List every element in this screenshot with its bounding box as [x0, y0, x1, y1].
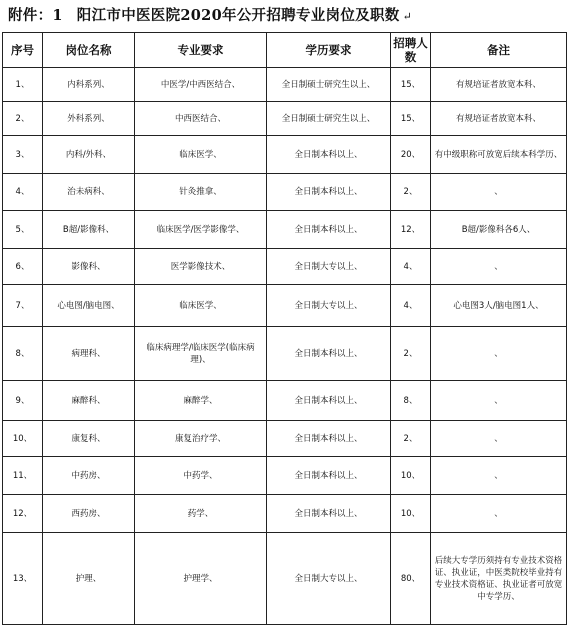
cell-note: 心电图3人/脑电图1人、 [431, 285, 567, 327]
cell-major: 中西医结合、 [135, 102, 267, 136]
cell-count: 10、 [391, 495, 431, 533]
table-row [3, 381, 567, 421]
cell-note: 有规培证者放宽本科、 [431, 102, 567, 136]
cell-note: 有中级职称可放宽后续本科学历、 [431, 136, 567, 174]
cell-position: 影像科、 [43, 249, 135, 285]
table-row [3, 457, 567, 495]
cell-major: 临床医学、 [135, 285, 267, 327]
cell-major: 临床医学/医学影像学、 [135, 211, 267, 249]
cell-major: 医学影像技术、 [135, 249, 267, 285]
cell-no: 11、 [3, 457, 43, 495]
cell-position: 内科/外科、 [43, 136, 135, 174]
cell-count: 20、 [391, 136, 431, 174]
table-row [3, 495, 567, 533]
cell-education: 全日制大专以上、 [267, 285, 391, 327]
cell-education: 全日制本科以上、 [267, 174, 391, 211]
cell-no: 2、 [3, 102, 43, 136]
attachment-label: 附件：1 [8, 7, 63, 24]
cell-count: 4、 [391, 285, 431, 327]
cell-note: 、 [431, 327, 567, 381]
cell-no: 1、 [3, 68, 43, 102]
cell-education: 全日制本科以上、 [267, 136, 391, 174]
cell-no: 6、 [3, 249, 43, 285]
cell-position: 内科系列、 [43, 68, 135, 102]
cell-education: 全日制本科以上、 [267, 211, 391, 249]
cell-position: 麻醉科、 [43, 381, 135, 421]
cell-count: 15、 [391, 102, 431, 136]
table-row [3, 533, 567, 625]
cell-note: 后续大专学历须持有专业技术资格证、执业证，中医类院校毕业持有专业技术资格证、执业证者可放宽中专学历、 [431, 533, 567, 625]
cell-no: 8、 [3, 327, 43, 381]
cell-no: 3、 [3, 136, 43, 174]
cell-position: 护理、 [43, 533, 135, 625]
cell-major: 中医学/中西医结合、 [135, 68, 267, 102]
table-row [3, 421, 567, 457]
cell-no: 7、 [3, 285, 43, 327]
title-text: 阳江市中医医院2020年公开招聘专业岗位及职数 [76, 7, 400, 24]
cell-count: 8、 [391, 381, 431, 421]
header-position: 岗位名称 [43, 33, 135, 68]
cell-count: 12、 [391, 211, 431, 249]
cell-major: 康复治疗学、 [135, 421, 267, 457]
positions-table [2, 32, 567, 625]
header-major: 专业要求 [135, 33, 267, 68]
cell-education: 全日制本科以上、 [267, 457, 391, 495]
header-count: 招聘人数 [391, 33, 431, 68]
table-row [3, 211, 567, 249]
cell-note: 、 [431, 457, 567, 495]
cell-note: 、 [431, 381, 567, 421]
cell-position: 康复科、 [43, 421, 135, 457]
cell-no: 9、 [3, 381, 43, 421]
table-row [3, 68, 567, 102]
cell-position: 治未病科、 [43, 174, 135, 211]
table-row [3, 136, 567, 174]
cell-major: 临床病理学/临床医学(临床病理)、 [135, 327, 267, 381]
cell-major: 药学、 [135, 495, 267, 533]
cell-education: 全日制硕士研究生以上、 [267, 68, 391, 102]
header-education: 学历要求 [267, 33, 391, 68]
header-note: 备注 [431, 33, 567, 68]
cell-position: 病理科、 [43, 327, 135, 381]
cell-major: 护理学、 [135, 533, 267, 625]
cell-major: 临床医学、 [135, 136, 267, 174]
table-row [3, 249, 567, 285]
cell-position: 外科系列、 [43, 102, 135, 136]
cell-position: B超/影像科、 [43, 211, 135, 249]
cell-count: 15、 [391, 68, 431, 102]
cell-count: 10、 [391, 457, 431, 495]
table-row [3, 174, 567, 211]
cell-position: 西药房、 [43, 495, 135, 533]
header-no: 序号 [3, 33, 43, 68]
cell-count: 2、 [391, 421, 431, 457]
cell-education: 全日制硕士研究生以上、 [267, 102, 391, 136]
table-row [3, 102, 567, 136]
cell-note: 、 [431, 495, 567, 533]
cell-position: 中药房、 [43, 457, 135, 495]
table-header-row [3, 33, 567, 68]
cell-education: 全日制本科以上、 [267, 381, 391, 421]
cell-note: 、 [431, 249, 567, 285]
cell-note: B超/影像科各6人、 [431, 211, 567, 249]
cell-count: 80、 [391, 533, 431, 625]
cell-no: 5、 [3, 211, 43, 249]
table-row [3, 327, 567, 381]
cell-education: 全日制大专以上、 [267, 249, 391, 285]
cell-no: 4、 [3, 174, 43, 211]
cell-education: 全日制本科以上、 [267, 327, 391, 381]
cell-no: 12、 [3, 495, 43, 533]
cell-count: 4、 [391, 249, 431, 285]
cell-education: 全日制本科以上、 [267, 421, 391, 457]
cell-note: 、 [431, 421, 567, 457]
cell-no: 10、 [3, 421, 43, 457]
paragraph-mark-icon: ↵ [402, 10, 413, 23]
document-title [0, 0, 568, 32]
cell-count: 2、 [391, 174, 431, 211]
cell-position: 心电图/脑电图、 [43, 285, 135, 327]
cell-major: 麻醉学、 [135, 381, 267, 421]
cell-education: 全日制大专以上、 [267, 533, 391, 625]
cell-note: 有规培证者放宽本科、 [431, 68, 567, 102]
cell-note: 、 [431, 174, 567, 211]
cell-education: 全日制本科以上、 [267, 495, 391, 533]
cell-count: 2、 [391, 327, 431, 381]
cell-no: 13、 [3, 533, 43, 625]
table-row [3, 285, 567, 327]
cell-major: 中药学、 [135, 457, 267, 495]
cell-major: 针灸推拿、 [135, 174, 267, 211]
